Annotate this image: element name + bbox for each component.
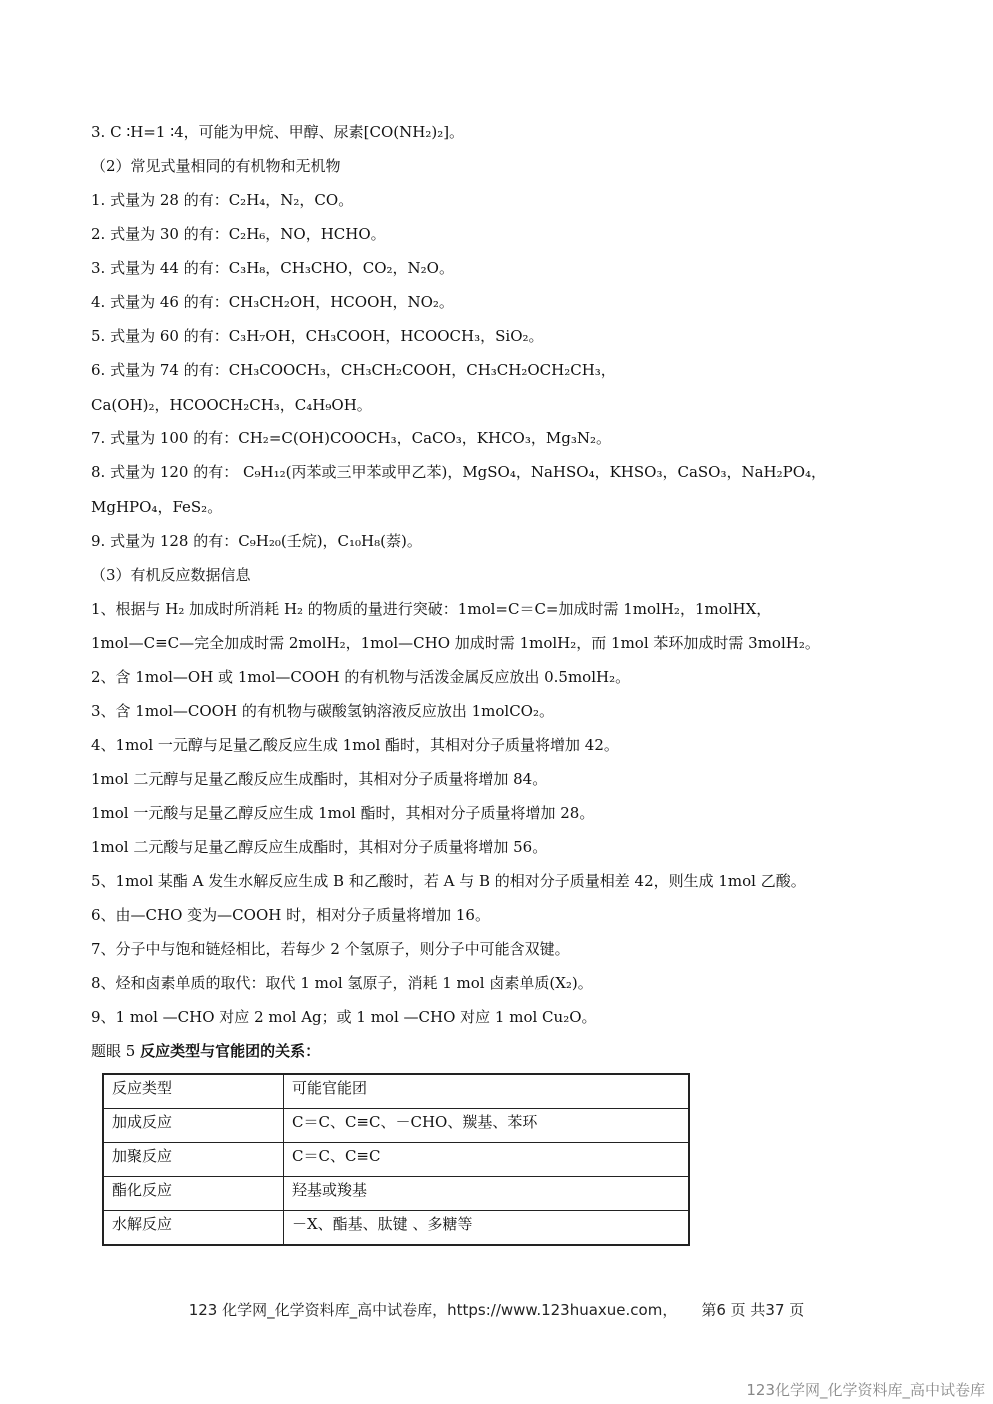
text-line: 9、1 mol —CHO 对应 2 mol Ag；或 1 mol —CHO 对应 1 mol Cu₂O。 <box>91 1008 597 1026</box>
text-line: 7. 式量为 100 的有：CH₂=C(OH)COOCH₃，CaCO₃，KHCO₃，Mg₃N₂。 <box>91 429 611 447</box>
text-line: 1mol 一元酸与足量乙醇反应生成 1mol 酯时，其相对分子质量将增加 28。 <box>91 804 595 822</box>
page-footer <box>0 1299 993 1320</box>
table-cell: C＝C、C≡C、－CHO、羰基、苯环 <box>284 1109 690 1143</box>
text-line: 6、由—CHO 变为—COOH 时，相对分子质量将增加 16。 <box>91 906 490 924</box>
text-line: 5、1mol 某酯 A 发生水解反应生成 B 和乙酸时，若 A 与 B 的相对分子质量相差 42，则生成 1mol 乙酸。 <box>91 872 806 890</box>
table-cell: C＝C、C≡C <box>284 1143 690 1177</box>
subsection-heading: （3）有机反应数据信息 <box>91 566 251 584</box>
reaction-type-table <box>102 1073 690 1246</box>
text-line: MgHPO₄，FeS₂。 <box>91 498 223 516</box>
section-prefix: 题眼 5 <box>91 1042 141 1060</box>
table-cell: 水解反应 <box>103 1211 284 1246</box>
watermark: 123化学网_化学资料库_高中试卷库 <box>746 1381 985 1399</box>
text-line: 1、根据与 H₂ 加成时所消耗 H₂ 的物质的量进行突破：1mol=C＝C=加成时需 1molH₂，1molHX， <box>91 600 772 618</box>
text-line: 9. 式量为 128 的有：C₉H₂₀(壬烷)，C₁₀H₈(萘)。 <box>91 532 422 550</box>
text-line: 4. 式量为 46 的有：CH₃CH₂OH，HCOOH，NO₂。 <box>91 293 454 311</box>
text-line: Ca(OH)₂，HCOOCH₂CH₃，C₄H₉OH。 <box>91 396 372 414</box>
subsection-heading: （2）常见式量相同的有机物和无机物 <box>91 157 341 175</box>
text-line: 1mol—C≡C—完全加成时需 2molH₂，1mol—CHO 加成时需 1molH₂，而 1mol 苯环加成时需 3molH₂。 <box>91 634 820 652</box>
table-row <box>103 1211 689 1246</box>
table-row <box>103 1177 689 1211</box>
text-line: 3. C ∶H=1 ∶4，可能为甲烷、甲醇、尿素[CO(NH₂)₂]。 <box>91 123 465 141</box>
text-line: 8、烃和卤素单质的取代：取代 1 mol 氢原子，消耗 1 mol 卤素单质(X₂)。 <box>91 974 593 992</box>
table-row <box>103 1143 689 1177</box>
table-cell: －X、酯基、肽键 、多糖等 <box>284 1211 690 1246</box>
text-line: 2、含 1mol—OH 或 1mol—COOH 的有机物与活泼金属反应放出 0.5molH₂。 <box>91 668 631 686</box>
table-row <box>103 1109 689 1143</box>
text-line: 1mol 二元酸与足量乙醇反应生成酯时，其相对分子质量将增加 56。 <box>91 838 548 856</box>
table-cell: 羟基或羧基 <box>284 1177 690 1211</box>
text-line: 3. 式量为 44 的有：C₃H₈，CH₃CHO，CO₂，N₂O。 <box>91 259 454 277</box>
table-header-cell: 反应类型 <box>103 1074 284 1109</box>
table-cell: 加聚反应 <box>103 1143 284 1177</box>
table-header-row <box>103 1074 689 1109</box>
text-line: 6. 式量为 74 的有：CH₃COOCH₃，CH₃CH₂COOH，CH₃CH₂OCH₂CH₃， <box>91 361 616 379</box>
text-line: 5. 式量为 60 的有：C₃H₇OH，CH₃COOH，HCOOCH₃，SiO₂。 <box>91 327 544 345</box>
text-line: 8. 式量为 120 的有： C₉H₁₂(丙苯或三甲苯或甲乙苯)，MgSO₄，NaHSO₄，KHSO₃，CaSO₃，NaH₂PO₄， <box>91 463 827 481</box>
section-heading <box>91 1041 320 1061</box>
text-line: 3、含 1mol—COOH 的有机物与碳酸氢钠溶液反应放出 1molCO₂。 <box>91 702 554 720</box>
text-line: 2. 式量为 30 的有：C₂H₆，NO，HCHO。 <box>91 225 386 243</box>
table-header-cell: 可能官能团 <box>284 1074 690 1109</box>
text-line: 1mol 二元醇与足量乙酸反应生成酯时，其相对分子质量将增加 84。 <box>91 770 548 788</box>
table-cell: 酯化反应 <box>103 1177 284 1211</box>
text-line: 1. 式量为 28 的有：C₂H₄，N₂，CO。 <box>91 191 354 209</box>
table-cell: 加成反应 <box>103 1109 284 1143</box>
footer-page-number: 第6 页 共37 页 <box>701 1301 805 1319</box>
text-line: 7、分子中与饱和链烃相比，若每少 2 个氢原子，则分子中可能含双键。 <box>91 940 570 958</box>
section-title: 反应类型与官能团的关系： <box>140 1042 321 1060</box>
footer-site: 123 化学网_化学资料库_高中试卷库，https://www.123huaxue.com， <box>188 1301 678 1319</box>
text-line: 4、1mol 一元醇与足量乙酸反应生成 1mol 酯时，其相对分子质量将增加 42。 <box>91 736 619 754</box>
